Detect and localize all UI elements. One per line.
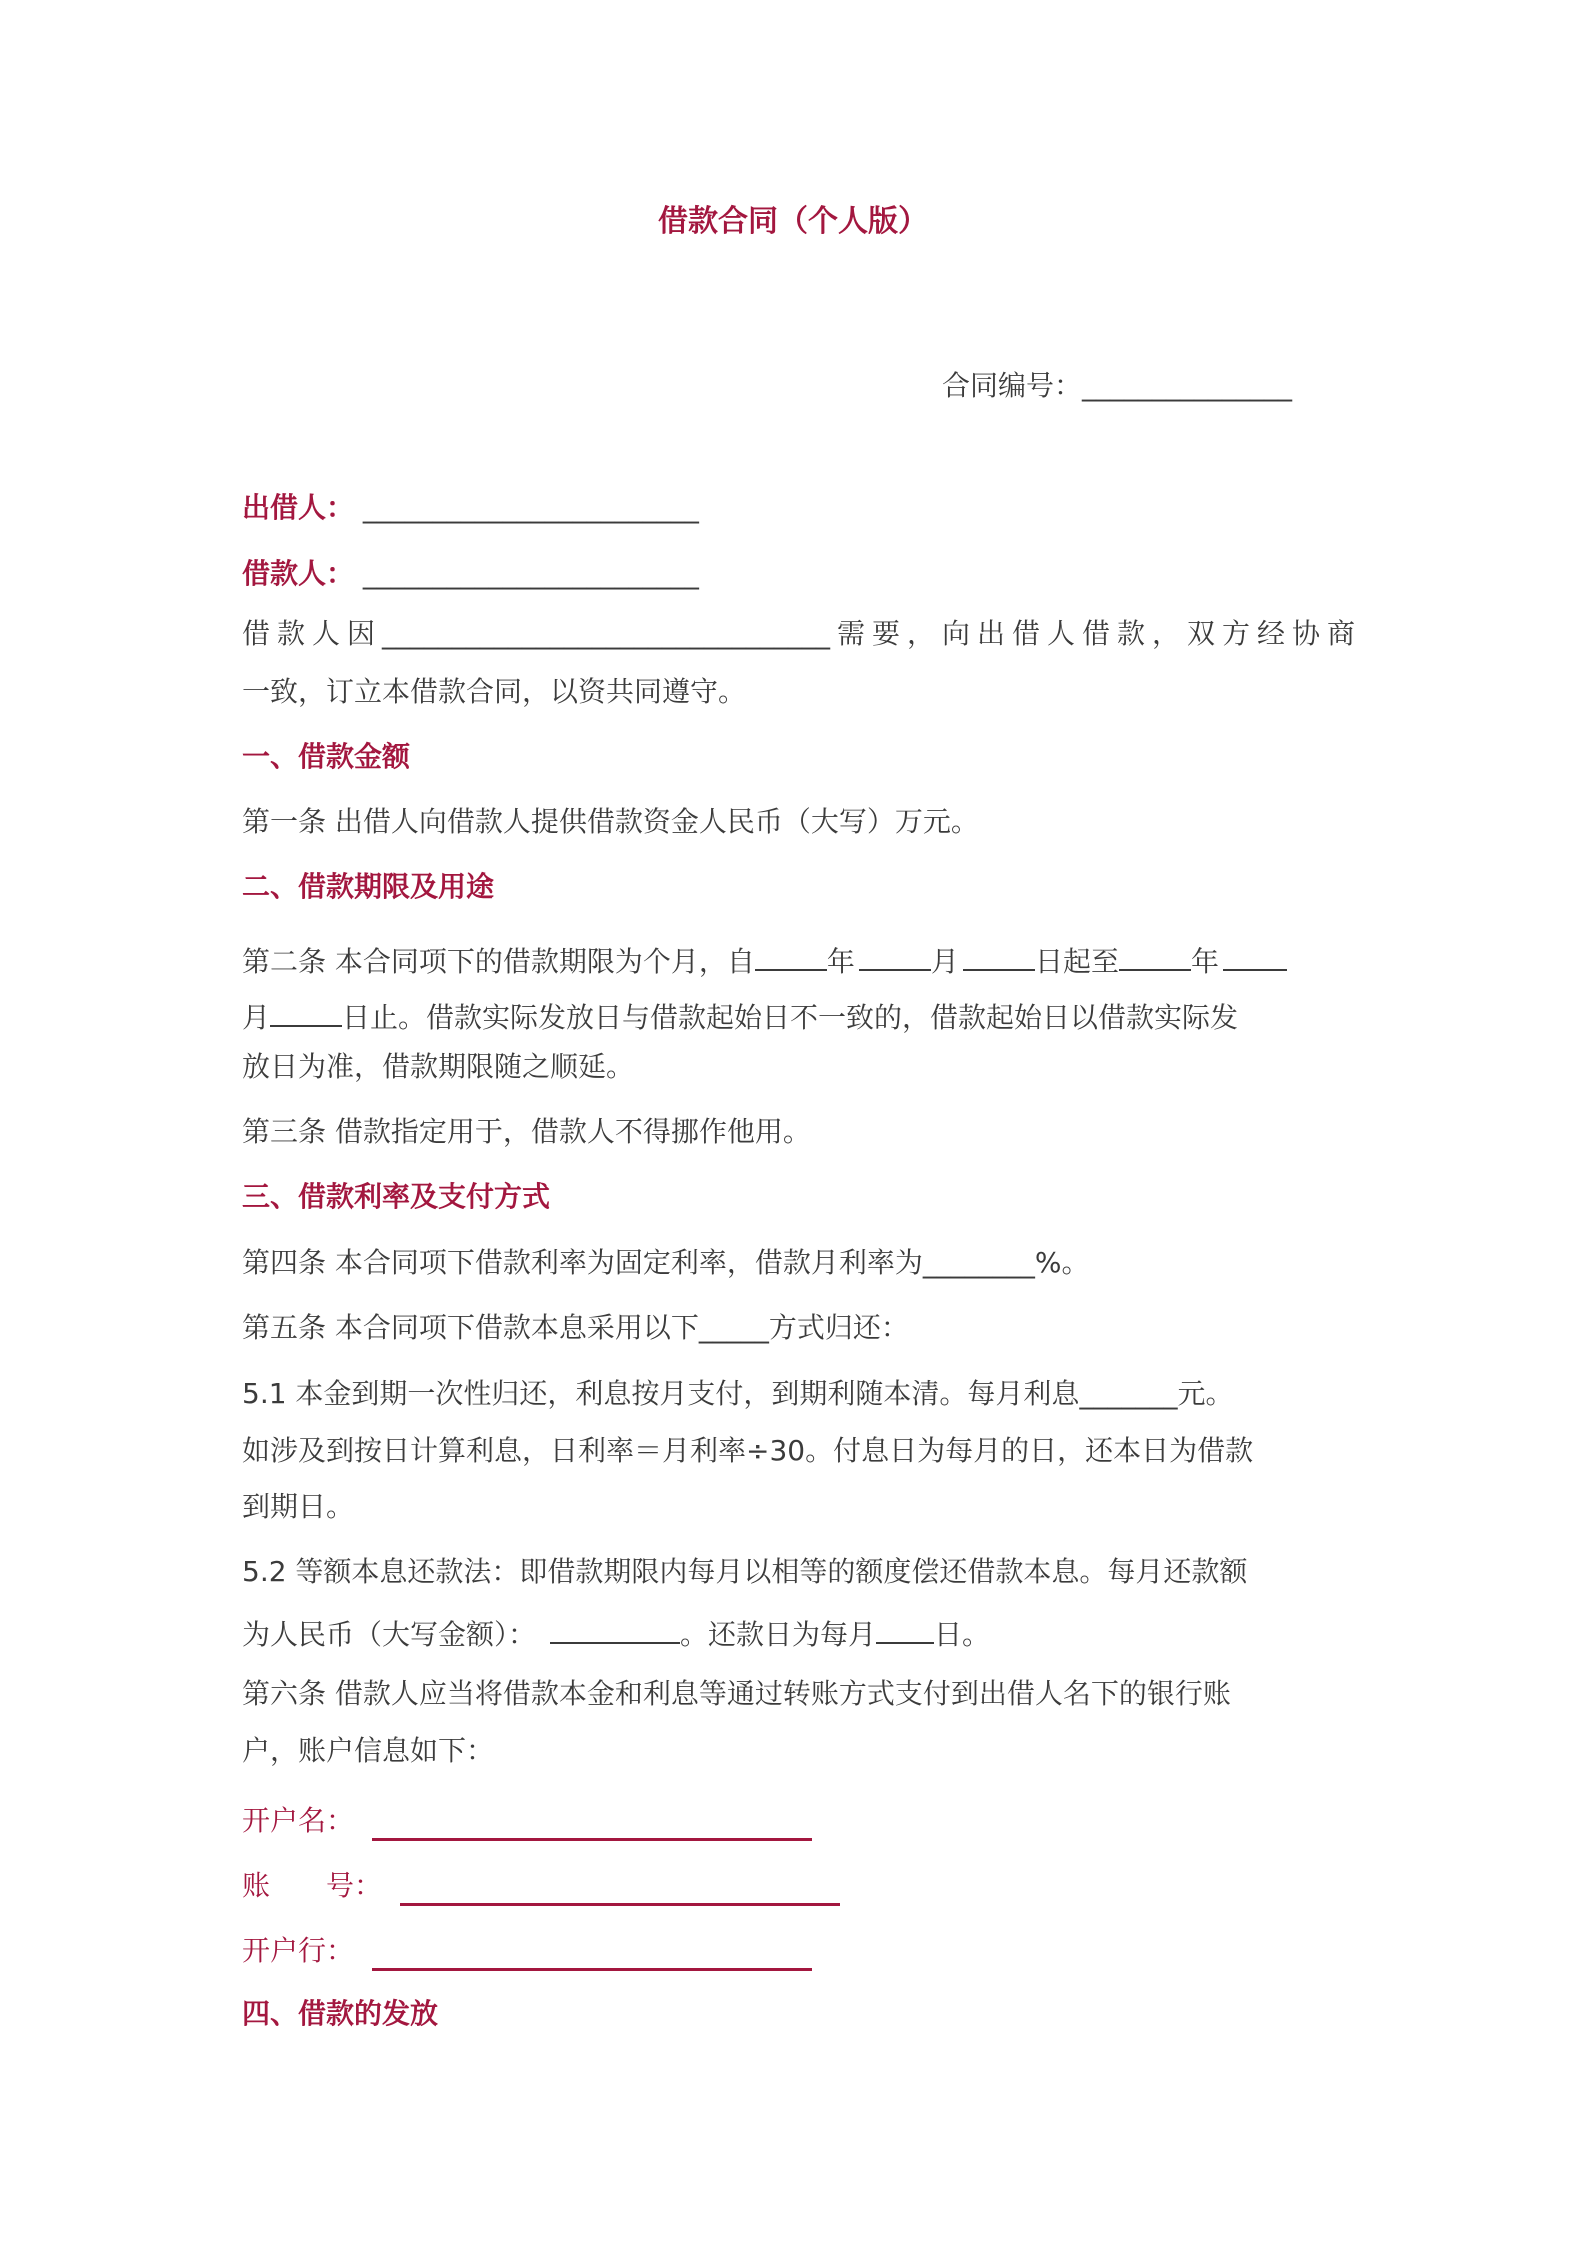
article-6-line-1: 第六条 借款人应当将借款本金和利息等通过转账方式支付到出借人名下的银行账 [242,1677,1231,1710]
year-blank[interactable] [755,939,827,971]
account-name-field[interactable] [372,1804,812,1841]
bank-field[interactable] [372,1934,812,1971]
intro-text: 需要，向出借人借款，双方经协商 [830,617,1355,650]
account-number-field[interactable] [400,1869,840,1906]
clause-5-1-line-2: 如涉及到按日计算利息，日利率＝月利率÷30。付息日为每月的日，还本日为借款 [242,1434,1254,1467]
article-text: 为人民币（大写金额）： [242,1618,537,1651]
document-title: 借款合同（个人版） [658,204,928,239]
article-text: 第四条 本合同项下借款利率为固定利率，借款月利率为 [242,1246,923,1279]
day-blank[interactable] [270,995,342,1027]
interest-blank[interactable]: _______ [1079,1377,1178,1410]
article-2-line-3: 放日为准，借款期限随之顺延。 [242,1050,635,1083]
article-text: 年 [1190,945,1219,978]
method-blank[interactable]: _____ [698,1311,769,1344]
borrower-line [242,554,699,594]
month-blank[interactable] [859,939,931,971]
article-text: 月 [930,945,959,978]
borrower-blank[interactable]: ________________________ [362,557,699,590]
rate-blank[interactable]: ________ [922,1246,1035,1279]
year-blank[interactable] [1119,939,1191,971]
article-text: 5.1 本金到期一次性归还，利息按月支付，到期利随本清。每月利息 [242,1377,1080,1410]
article-text: 年 [826,945,855,978]
article-text: 月 [242,1001,271,1034]
article-text: 第二条 本合同项下的借款期限为个月，自 [242,945,755,978]
bank-row [242,1931,812,1971]
section-heading-2: 二、借款期限及用途 [242,870,495,903]
article-text: 日起至 [1034,945,1119,978]
article-text: 第五条 本合同项下借款本息采用以下 [242,1311,699,1344]
contract-number-label: 合同编号： [942,369,1083,402]
section-heading-1: 一、借款金额 [242,740,411,773]
day-blank[interactable] [963,939,1035,971]
article-text: 方式归还： [768,1311,909,1344]
article-1: 第一条 出借人向借款人提供借款资金人民币（大写）万元。 [242,805,979,838]
article-2-line-2 [242,995,1238,1038]
account-number-label: 账 号： [242,1869,383,1902]
clause-5-2-line-1: 5.2 等额本息还款法：即借款期限内每月以相等的额度偿还借款本息。每月还款额 [242,1555,1248,1588]
article-text: 。还款日为每月 [680,1618,877,1651]
intro-line-1 [242,614,1355,654]
account-name-row [242,1801,812,1841]
account-name-label: 开户名： [242,1804,355,1837]
article-5 [242,1308,909,1348]
clause-5-2-line-2 [242,1612,990,1655]
clause-5-1-line-3: 到期日。 [242,1490,355,1523]
article-text: %。 [1034,1246,1090,1279]
intro-line-2: 一致，订立本借款合同，以资共同遵守。 [242,675,747,708]
lender-label: 出借人： [242,491,355,524]
article-text: 日止。借款实际发放日与借款起始日不一致的，借款起始日以借款实际发 [342,1001,1239,1034]
account-number-row [242,1866,840,1906]
borrower-label: 借款人： [242,557,355,590]
intro-text: 借款人因 [242,617,382,650]
month-blank[interactable] [1223,939,1287,971]
section-heading-3: 三、借款利率及支付方式 [242,1180,551,1213]
contract-number [942,366,1292,406]
article-4 [242,1243,1090,1283]
lender-line [242,488,699,528]
amount-blank[interactable] [550,1612,680,1644]
purpose-blank[interactable]: ________________________________ [382,617,830,650]
repay-day-blank[interactable] [876,1612,934,1644]
contract-number-blank[interactable]: _______________ [1082,369,1293,402]
article-2-line-1 [242,939,1287,982]
article-text: 日。 [934,1618,991,1651]
bank-label: 开户行： [242,1934,355,1967]
section-heading-4: 四、借款的发放 [242,1997,439,2030]
article-3: 第三条 借款指定用于，借款人不得挪作他用。 [242,1115,811,1148]
article-6-line-2: 户，账户信息如下： [242,1734,495,1767]
clause-5-1-line-1 [242,1374,1233,1414]
article-text: 元。 [1177,1377,1234,1410]
lender-blank[interactable]: ________________________ [362,491,699,524]
